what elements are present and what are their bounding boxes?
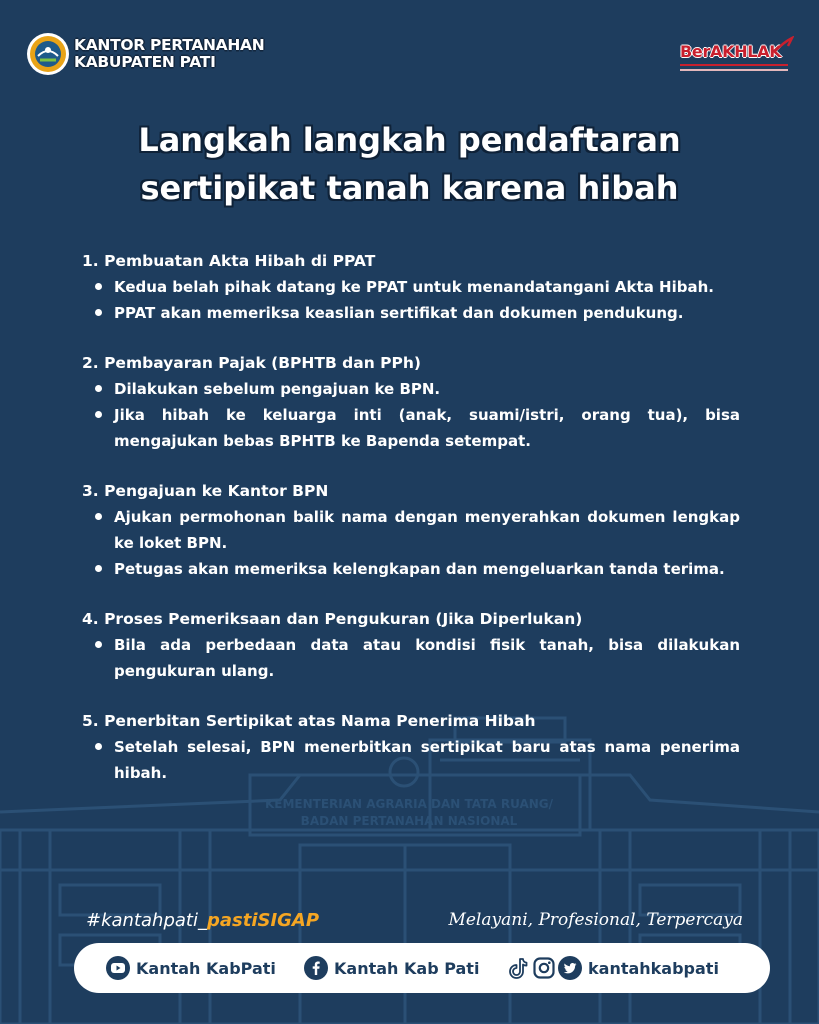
youtube-link[interactable] <box>106 943 276 993</box>
step-4 <box>82 606 740 684</box>
step-2 <box>82 350 740 454</box>
step-bullets <box>82 504 740 582</box>
bullet-text: Setelah selesai, BPN menerbitkan sertipikat baru atas nama penerima hibah. <box>114 738 740 782</box>
bullet-text: Jika hibah ke keluarga inti (anak, suami/istri, orang tua), bisa mengajukan bebas BPHTB ke Bapenda setempat. <box>114 406 740 450</box>
step-1 <box>82 248 740 326</box>
youtube-label: Kantah KabPati <box>136 958 276 978</box>
tagline: Melayani, Profesional, Terpercaya <box>448 910 743 930</box>
bullet-item <box>82 504 740 556</box>
bullet-dot-icon <box>95 411 102 418</box>
bullet-item <box>82 556 740 582</box>
office-name <box>74 37 264 71</box>
step-bullets <box>82 734 740 786</box>
hashtag-prefix: #kantahpati_ <box>86 910 207 931</box>
steps-list <box>82 248 740 810</box>
berakhlak-swoosh-icon <box>772 36 794 54</box>
bullet-item <box>82 376 740 402</box>
step-heading: 4. Proses Pemeriksaan dan Pengukuran (Jika Diperlukan) <box>82 610 583 628</box>
youtube-icon <box>106 956 130 980</box>
bullet-text: Ajukan permohonan balik nama dengan menyerahkan dokumen lengkap ke loket BPN. <box>114 508 740 552</box>
page-title <box>0 116 819 212</box>
berakhlak-logo <box>674 36 794 78</box>
instagram-icon <box>532 956 556 980</box>
bullet-dot-icon <box>95 385 102 392</box>
bullet-text: PPAT akan memeriksa keaslian sertifikat dan dokumen pendukung. <box>114 304 684 322</box>
berakhlak-wordmark: BerAKHLAK <box>680 42 782 61</box>
bullet-text: Kedua belah pihak datang ke PPAT untuk menandatangani Akta Hibah. <box>114 278 714 296</box>
bullet-item <box>82 300 740 326</box>
bullet-dot-icon <box>95 743 102 750</box>
bullet-item <box>82 402 740 454</box>
step-3 <box>82 478 740 582</box>
facebook-icon <box>304 956 328 980</box>
twitter-icon <box>558 956 582 980</box>
title-line1: Langkah langkah pendaftaran <box>138 121 681 159</box>
social-media-bar <box>74 943 770 993</box>
bullet-dot-icon <box>95 309 102 316</box>
step-bullets <box>82 376 740 454</box>
step-heading: 2. Pembayaran Pajak (BPHTB dan PPh) <box>82 354 421 372</box>
facebook-link[interactable] <box>304 943 479 993</box>
office-name-line2: KABUPATEN PATI <box>74 53 216 71</box>
step-bullets <box>82 274 740 326</box>
bullet-dot-icon <box>95 283 102 290</box>
hashtag-accent: pastiSIGAP <box>206 910 320 931</box>
bullet-item <box>82 274 740 300</box>
office-name-line1: KANTOR PERTANAHAN <box>74 36 265 54</box>
building-sign-line2: BADAN PERTANAHAN NASIONAL <box>300 814 518 828</box>
bullet-dot-icon <box>95 565 102 572</box>
social-handle-label: kantahkabpati <box>588 958 719 978</box>
bullet-dot-icon <box>95 513 102 520</box>
bpn-emblem-icon <box>26 32 70 76</box>
step-bullets <box>82 632 740 684</box>
facebook-label: Kantah Kab Pati <box>334 958 480 978</box>
social-handle-group[interactable] <box>506 943 719 993</box>
title-line2: sertipikat tanah karena hibah <box>140 169 679 207</box>
office-logo <box>26 32 264 76</box>
bullet-text: Petugas akan memeriksa kelengkapan dan mengeluarkan tanda terima. <box>114 560 725 578</box>
berakhlak-subline-2 <box>680 69 788 71</box>
berakhlak-subline-1 <box>680 64 788 66</box>
bullet-text: Dilakukan sebelum pengajuan ke BPN. <box>114 380 441 398</box>
step-heading: 5. Penerbitan Sertipikat atas Nama Penerima Hibah <box>82 712 536 730</box>
step-heading: 3. Pengajuan ke Kantor BPN <box>82 482 329 500</box>
bullet-dot-icon <box>95 641 102 648</box>
step-5 <box>82 708 740 786</box>
hashtag <box>86 910 319 931</box>
tiktok-icon <box>506 956 530 980</box>
building-sign-line1: KEMENTERIAN AGRARIA DAN TATA RUANG/ <box>264 797 554 811</box>
step-heading: 1. Pembuatan Akta Hibah di PPAT <box>82 252 376 270</box>
bullet-item <box>82 632 740 684</box>
bullet-item <box>82 734 740 786</box>
bullet-text: Bila ada perbedaan data atau kondisi fisik tanah, bisa dilakukan pengukuran ulang. <box>114 636 740 680</box>
